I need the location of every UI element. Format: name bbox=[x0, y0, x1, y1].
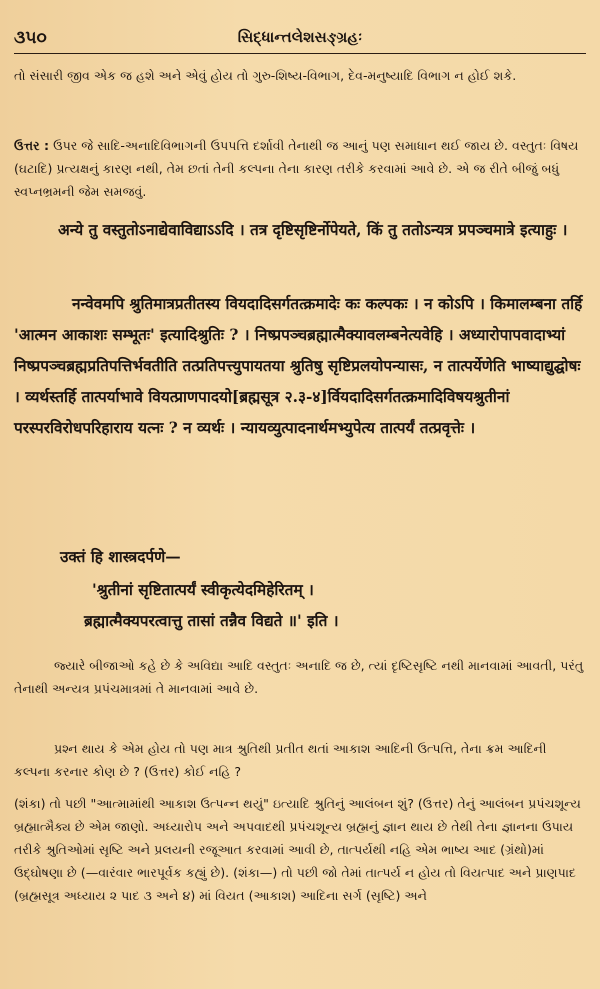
sanskrit-paragraph-2: नन्वेवमपि श्रुतिमात्रप्रतीतस्य वियदादिसर्गतत्क्रमादेः कः कल्पकः । न कोऽपि । किमालम्बना तर्हि 'आत्मन आकाशः सम्भूतः' इत्यादिश्रुतिः ? । निष्प्रपञ्चब्रह्मात्मैक्यावलम्बनेत्यवेहि । अध्यारोपापवादाभ्यां निष्प्रपञ्चब्रह्मप्रतिपत्तिर्भवतीति तत्प्रतिपत्त्युपायतया श्रुतिषु सृष्टिप्रलयोपन्यासः, न तात्पर्येणेति भाष्याद्युद्घोषः । व्यर्थस्तर्हि तात्पर्याभावे वियत्प्राणपादयो[ब्रह्मसूत्र २.३-४]र्वियदादिसर्गतत्क्रमादिविषयश्रुतीनां परस्परविरोधपरिहाराय यत्नः ? न व्यर्थः । न्यायव्युत्पादनार्थमभ्युपेत्य तात्पर्यं तत्प्रवृत्तेः । bbox=[14, 295, 583, 437]
answer-text: ઉપર જે સાદિ-અનાદિવિભાગની ઉપપત્તિ દર્શાવી તેનાથી જ આનું પણ સમાધાન થઈ જાય છે. વસ્તુતઃ વિષય (ઘટાદિ) પ્રત્યક્ષનું કારણ નથી, તેમ છતાં તેની કલ્પના તેના કારણ તરીકે કરવામાં આવે છે. એ જ રીતે બીજું બધું સ્વપ્નભ્રમની જેમ સમજવું. bbox=[14, 138, 579, 199]
running-title: સિદ્ધાન્તલેશસઙ્ગ્રહઃ bbox=[237, 28, 363, 46]
gujarati-continuation: તો સંસારી જીવ એક જ હશે અને એવું હોય તો ગુરુ-શિષ્ય-વિભાગ, દેવ-મનુષ્યાદિ વિભાગ ન હોઈ શકે. bbox=[14, 68, 517, 83]
verse-line-1: 'श्रुतीनां सृष्टितात्पर्यं स्वीकृत्येदमिहेरितम् । bbox=[92, 581, 314, 599]
answer-label: ઉત્તર : bbox=[14, 138, 50, 153]
sanskrit-paragraph-1: अन्ये तु वस्तुतोऽनाद्येवाविद्याऽऽदि । तत्र दृष्टिसृष्टिर्नोपेयते, किं तु ततोऽन्यत्र प्रपञ्चमात्रे इत्याहुः । bbox=[58, 221, 568, 239]
sanskrit-verse bbox=[84, 575, 586, 637]
gujarati-paragraph-3: જ્યારે બીજાઓ કહે છે કે અવિદ્યા આદિ વસ્તુતઃ અનાદિ જ છે, ત્યાં દૃષ્ટિસૃષ્ટિ નથી માનવામાં આવતી, પરંતુ તેનાથી અન્યત્ર પ્રપંચમાત્રમાં તે માનવામાં આવે છે. bbox=[14, 658, 584, 696]
header-rule bbox=[14, 53, 586, 54]
gujarati-paragraph-4: પ્રશ્ન થાય કે એમ હોય તો પણ માત્ર શ્રુતિથી પ્રતીત થતાં આકાશ આદિની ઉત્પત્તિ, તેના ક્રમ આદિની કલ્પના કરનાર કોણ છે ? (ઉત્તર) કોઈ નહિ ? bbox=[14, 741, 547, 779]
gujarati-paragraph-5: (શંકા) તો પછી "આત્મામાંથી આકાશ ઉત્પન્ન થયું" ઇત્યાદિ શ્રુતિનું આલંબન શું? (ઉત્તર) તેનું આલંબન પ્રપંચશૂન્ય બ્રહ્માત્મૈક્ય છે એમ જાણો. અધ્યારોપ અને અપવાદથી પ્રપંચશૂન્ય બ્રહ્મનું જ્ઞાન થાય છે તેથી તેના જ્ઞાનના ઉપાય તરીકે શ્રુતિઓમાં સૃષ્ટિ અને પ્રલયની રજૂઆત કરવામાં આવી છે, તાત્પર્યથી નહિ એમ ભાષ્ય આદ (ગ્રંથો)માં ઉદ્ઘોષણા છે (—વારંવાર ભારપૂર્વક કહ્યું છે). (શંકા—) તો પછી જો તેમાં તાત્પર્ય ન હોય તો વિયત્પાદ અને પ્રાણપાદ (બ્રહ્મસૂત્ર અધ્યાય ૨ પાદ ૩ અને ૪) માં વિયત (આકાશ) આદિના સર્ગ (સૃષ્ટિ) અને bbox=[14, 796, 581, 903]
gujarati-answer-paragraph bbox=[14, 134, 586, 203]
page-number: ૩૫૦ bbox=[14, 28, 47, 48]
page-header bbox=[14, 28, 586, 52]
verse-line-2: ब्रह्मात्मैक्यपरत्वात्तु तासां तन्नैव विद्यते ॥' इति । bbox=[84, 612, 339, 630]
sanskrit-quote-intro: उक्तं हि शास्त्रदर्पणे— bbox=[60, 548, 181, 566]
